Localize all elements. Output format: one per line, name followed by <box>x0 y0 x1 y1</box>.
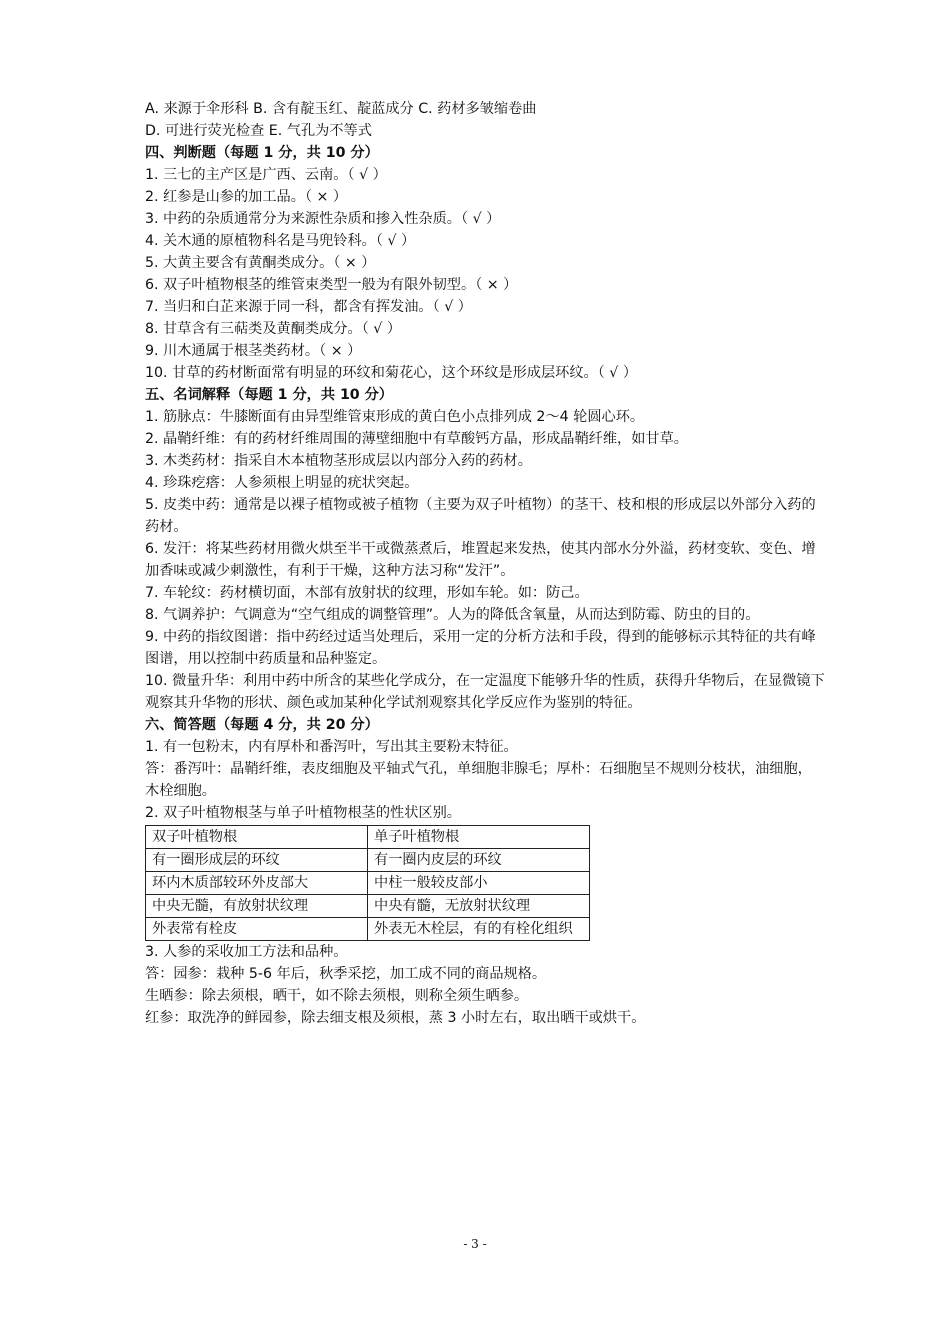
judge-list <box>145 164 825 384</box>
term-item: 7. 车轮纹：药材横切面，木部有放射状的纹理，形如车轮。如：防己。 <box>145 585 589 601</box>
comparison-table <box>145 825 590 941</box>
term-item: 10. 微量升华：利用中药中所含的某些化学成分，在一定温度下能够升华的性质，获得升华物后，在显微镜下观察其升华物的形状、颜色或加某种化学试剂观察其化学反应作为鉴别的特征。 <box>145 673 825 711</box>
judge-item: 2. 红参是山参的加工品。（ × ） <box>145 189 348 205</box>
section-judge-title: 四、判断题（每题 1 分，共 10 分） <box>145 145 379 161</box>
judge-item: 10. 甘草的药材断面常有明显的环纹和菊花心，这个环纹是形成层环纹。（ √ ） <box>145 365 638 381</box>
table-cell: 单子叶植物根 <box>368 826 590 849</box>
section-terms-title: 五、名词解释（每题 1 分，共 10 分） <box>145 387 393 403</box>
table-cell: 中央无髓，有放射状纹理 <box>146 895 368 918</box>
table-row <box>146 872 590 895</box>
term-item: 3. 木类药材：指采自木本植物茎形成层以内部分入药的药材。 <box>145 453 532 469</box>
short-answer-1: 答：番泻叶：晶鞘纤维，表皮细胞及平轴式气孔，单细胞非腺毛；厚朴：石细胞呈不规则分枝状，油细胞，木栓细胞。 <box>145 761 812 799</box>
table-row <box>146 849 590 872</box>
short-answer-3-line: 红参：取洗净的鲜园参，除去细支根及须根，蒸 3 小时左右，取出晒干或烘干。 <box>145 1010 646 1026</box>
table-cell: 环内木质部较环外皮部大 <box>146 872 368 895</box>
table-cell: 中央有髓，无放射状纹理 <box>368 895 590 918</box>
page-number: - 3 - <box>463 1237 487 1251</box>
table-cell: 外表常有栓皮 <box>146 918 368 941</box>
table-cell: 中柱一般较皮部小 <box>368 872 590 895</box>
judge-item: 9. 川木通属于根茎类药材。（ × ） <box>145 343 362 359</box>
term-item: 2. 晶鞘纤维：有的药材纤维周围的薄壁细胞中有草酸钙方晶，形成晶鞘纤维，如甘草。 <box>145 431 688 447</box>
term-item: 8. 气调养护：气调意为“空气组成的调整管理”。人为的降低含氧量，从而达到防霉、防虫的目的。 <box>145 607 760 623</box>
table-cell: 双子叶植物根 <box>146 826 368 849</box>
term-item: 4. 珍珠疙瘩：人参须根上明显的疣状突起。 <box>145 475 419 491</box>
short-answer-3-line: 答：园参：栽种 5-6 年后，秋季采挖，加工成不同的商品规格。 <box>145 966 547 982</box>
short-question-2: 2. 双子叶植物根茎与单子叶植物根茎的性状区别。 <box>145 805 461 821</box>
table-cell: 有一圈内皮层的环纹 <box>368 849 590 872</box>
mc-option-line: D. 可进行荧光检查 E. 气孔为不等式 <box>145 123 372 139</box>
judge-item: 3. 中药的杂质通常分为来源性杂质和掺入性杂质。（ √ ） <box>145 211 501 227</box>
judge-item: 1. 三七的主产区是广西、云南。（ √ ） <box>145 167 387 183</box>
short-answer-3-line: 生晒参：除去须根，晒干，如不除去须根，则称全须生晒参。 <box>145 988 529 1004</box>
table-row <box>146 895 590 918</box>
table-row <box>146 826 590 849</box>
short-question-1: 1. 有一包粉末，内有厚朴和番泻叶，写出其主要粉末特征。 <box>145 739 518 755</box>
judge-item: 7. 当归和白芷来源于同一科，都含有挥发油。（ √ ） <box>145 299 472 315</box>
judge-item: 6. 双子叶植物根茎的维管束类型一般为有限外韧型。（ × ） <box>145 277 518 293</box>
term-item: 9. 中药的指纹图谱：指中药经过适当处理后，采用一定的分析方法和手段，得到的能够标示其特征的共有峰图谱，用以控制中药质量和品种鉴定。 <box>145 629 816 667</box>
table-cell: 有一圈形成层的环纹 <box>146 849 368 872</box>
terms-list <box>145 406 825 714</box>
document-body <box>145 98 825 1029</box>
section-short-title: 六、简答题（每题 4 分，共 20 分） <box>145 717 379 733</box>
term-item: 6. 发汗：将某些药材用微火烘至半干或微蒸煮后，堆置起来发热，使其内部水分外溢，药材变软、变色、增加香味或减少刺激性，有利于干燥，这种方法习称“发汗”。 <box>145 541 816 579</box>
short-question-3: 3. 人参的采收加工方法和品种。 <box>145 944 348 960</box>
table-cell: 外表无木栓层，有的有栓化组织 <box>368 918 590 941</box>
judge-item: 8. 甘草含有三萜类及黄酮类成分。（ √ ） <box>145 321 402 337</box>
term-item: 1. 筋脉点：牛膝断面有由异型维管束形成的黄白色小点排列成 2～4 轮圆心环。 <box>145 409 645 425</box>
mc-option-line: A. 来源于伞形科 B. 含有靛玉红、靛蓝成分 C. 药材多皱缩卷曲 <box>145 101 537 117</box>
table-row <box>146 918 590 941</box>
judge-item: 4. 关木通的原植物科名是马兜铃科。（ √ ） <box>145 233 416 249</box>
judge-item: 5. 大黄主要含有黄酮类成分。（ × ） <box>145 255 376 271</box>
term-item: 5. 皮类中药：通常是以裸子植物或被子植物（主要为双子叶植物）的茎干、枝和根的形成层以外部分入药的药材。 <box>145 497 816 535</box>
